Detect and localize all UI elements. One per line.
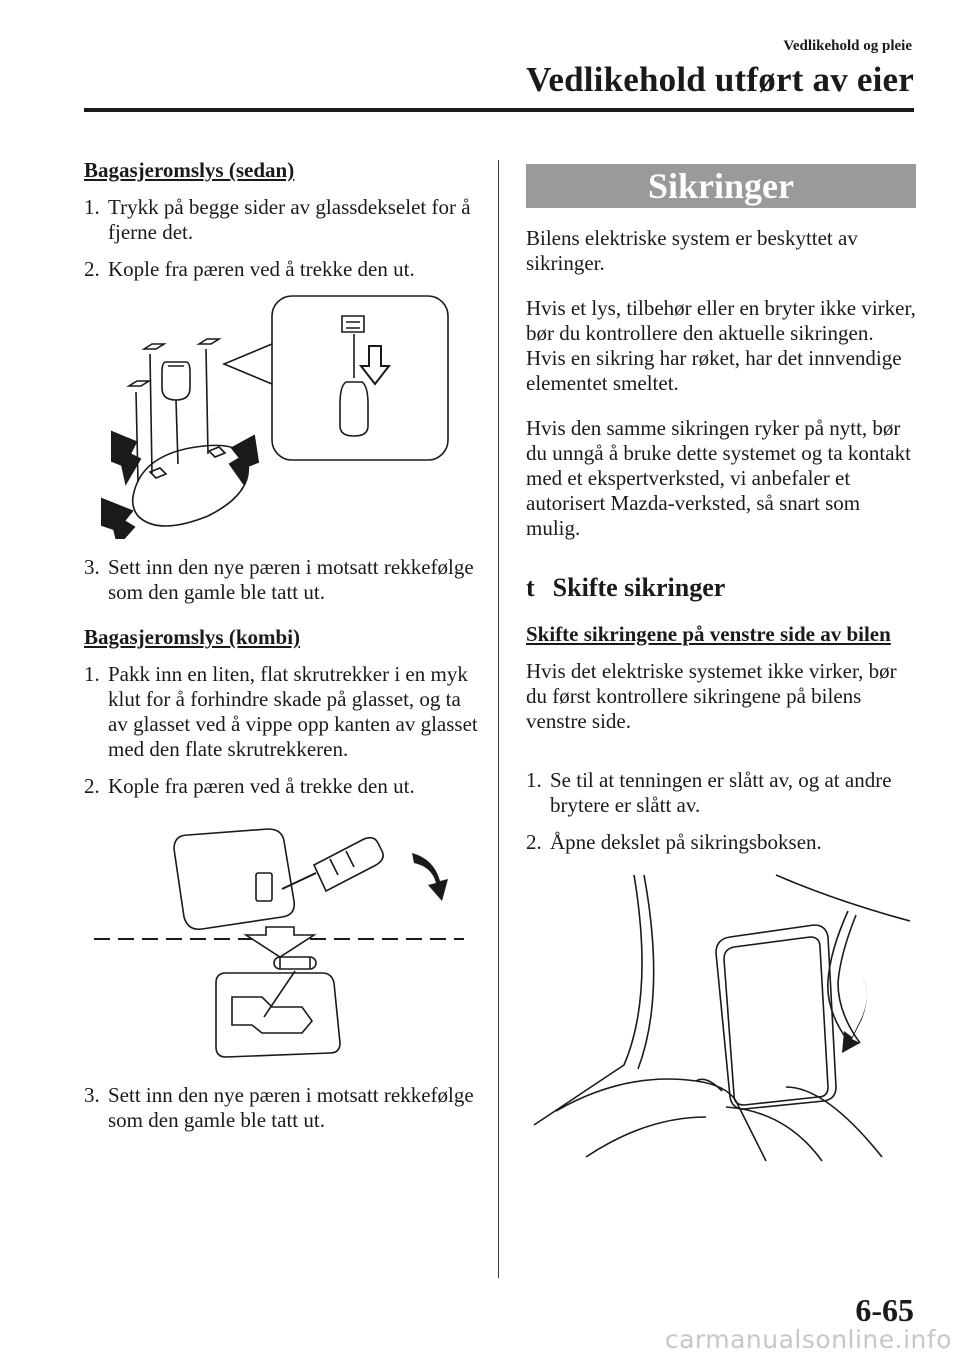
kombi-subheading: Bagasjeromslys (kombi) [84, 625, 301, 649]
left-side-paragraph: Hvis det elektriske systemet ikke virker, bør du først kontrollere sikringene på bilens venstre side. [526, 659, 897, 733]
sedan-lamp-illustration [84, 294, 464, 539]
fuse-steps [526, 768, 916, 855]
kombi-steps-cont [84, 1083, 484, 1133]
kombi-step: 2. Kople fra pæren ved å trekke den ut. [84, 774, 415, 798]
page-number: 6-65 [855, 1292, 914, 1328]
skifte-sikringer-heading: t Skifte sikringer [526, 573, 726, 602]
fuse-box-cover-illustration [526, 867, 916, 1167]
kombi-steps [84, 662, 484, 799]
sikringer-banner: Sikringer [526, 164, 916, 208]
left-column [84, 150, 484, 1145]
kombi-step: 3. Sett inn den nye pæren i motsatt rekkefølge som den gamle ble tatt ut. [84, 1083, 474, 1132]
repeat-fuse-paragraph: Hvis den samme sikringen ryker på nytt, bør du unngå å bruke dette systemet og ta kontakt med et ekspertverksted, vi anbefaler et autorisert Mazda-verksted, så snart som mulig. [526, 416, 911, 540]
sedan-step: 3. Sett inn den nye pæren i motsatt rekkefølge som den gamle ble tatt ut. [84, 555, 474, 604]
kombi-step: 1. Pakk inn en liten, flat skrutrekker i en myk klut for å forhindre skade på glasset, og ta av glasset ved å vippe opp kanten av glasset med den flate skrutrekkeren. [84, 662, 478, 761]
section-title: Vedlikehold utført av eier [526, 60, 914, 99]
fuse-step: 1. Se til at tenningen er slått av, og at andre brytere er slått av. [526, 768, 892, 817]
header-rule [84, 108, 914, 112]
fuse-step: 2. Åpne dekslet på sikringsboksen. [526, 830, 822, 854]
sedan-steps-cont [84, 555, 484, 605]
section-bullet: t [526, 573, 535, 602]
left-side-fuse-subheading: Skifte sikringene på venstre side av bilen [526, 622, 891, 646]
right-column [526, 150, 916, 1183]
kombi-lamp-illustration [84, 811, 474, 1067]
check-fuse-paragraph: Hvis et lys, tilbehør eller en bryter ikke virker, bør du kontrollere den aktuelle sikringen. Hvis en sikring har røket, har det innvendige elementet smeltet. [526, 296, 916, 395]
watermark: carmanualsonline.info [664, 1325, 952, 1354]
sedan-step: 1. Trykk på begge sider av glassdekselet for å fjerne det. [84, 195, 471, 244]
sedan-step: 2. Kople fra pæren ved å trekke den ut. [84, 257, 415, 281]
column-divider [498, 160, 499, 1278]
sedan-steps [84, 195, 484, 282]
intro-paragraph: Bilens elektriske system er beskyttet av sikringer. [526, 226, 858, 275]
chapter-title: Vedlikehold og pleie [783, 38, 912, 54]
sedan-subheading: Bagasjeromslys (sedan) [84, 158, 295, 182]
